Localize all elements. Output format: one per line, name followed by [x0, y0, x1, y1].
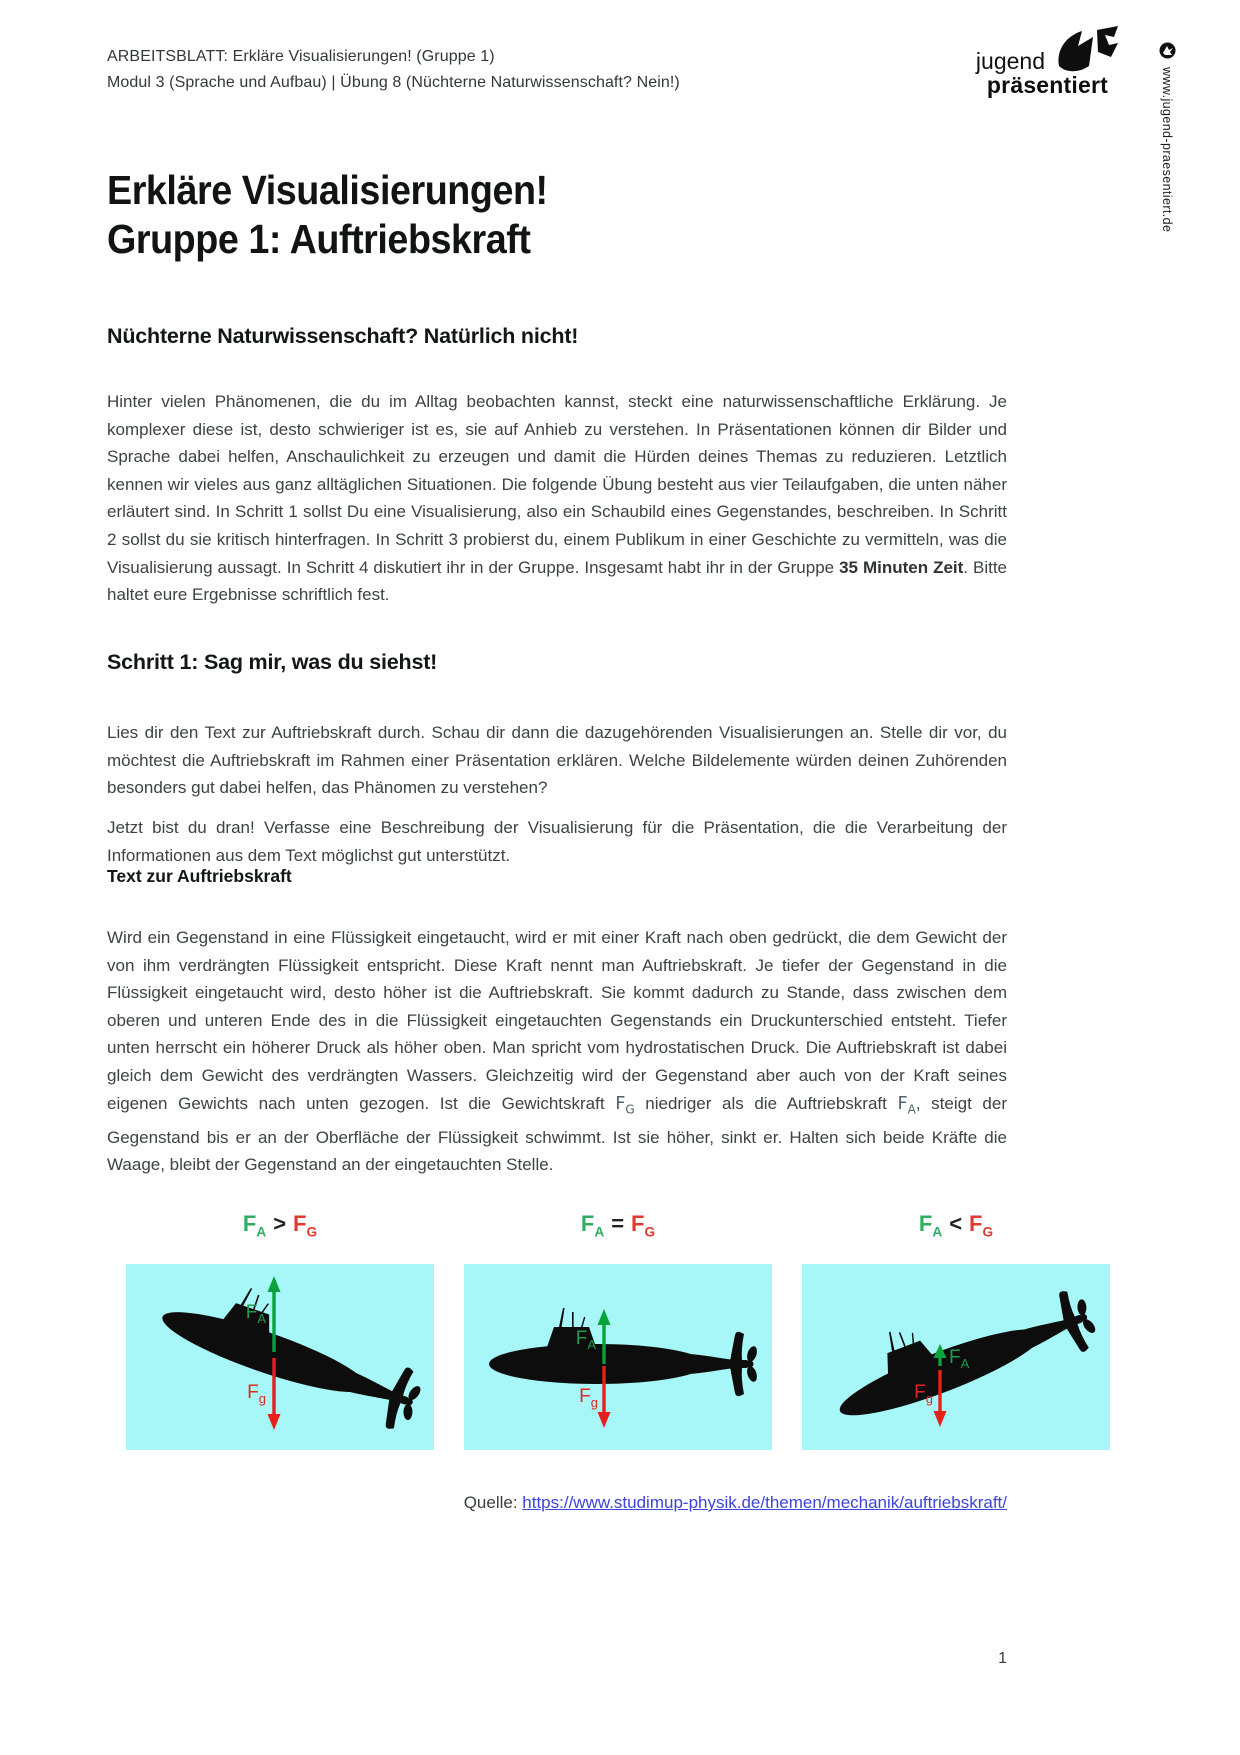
buoyancy-force-label: $F_A$ [245, 1302, 266, 1326]
comparison-operator: > [273, 1211, 287, 1236]
buoyancy-diagram-rising [126, 1264, 434, 1450]
header-line-2: Modul 3 (Sprache und Aufbau) | Übung 8 (Nüchterne Naturwissenschaft? Nein!) [107, 74, 680, 91]
figure-caption-2 [464, 1211, 772, 1239]
intro-paragraph [107, 388, 1007, 609]
logo-word-jugend: jugend [975, 48, 1045, 74]
buoyancy-diagram-sinking [802, 1264, 1110, 1450]
page-number: 1 [998, 1650, 1007, 1667]
fa-term: $F_A$ [918, 1211, 943, 1240]
comparison-operator: < [949, 1211, 963, 1236]
buoyancy-force-label: $F_A$ [949, 1347, 970, 1371]
fg-term: $F_G$ [969, 1211, 994, 1240]
buoyancy-text-heading: Text zur Auftriebskraft [107, 866, 292, 886]
website-badge-icon [1159, 42, 1176, 59]
step1-heading: Schritt 1: Sag mir, was du siehst! [107, 650, 438, 674]
intro-text-end: . Bitte haltet eure Ergebnisse schriftlich fest. [107, 557, 1007, 605]
logo-word-praesentiert: präsentiert [986, 72, 1108, 98]
comparison-operator: = [611, 1211, 625, 1236]
force-symbol-fg: $F_G$ [615, 1093, 635, 1117]
buoyancy-diagram-floating [464, 1264, 772, 1450]
fg-term: $F_G$ [631, 1211, 656, 1240]
physics-seg-2: niedriger als die Auftriebskraft [634, 1093, 898, 1113]
force-symbol-fa: $F_A$ [897, 1093, 916, 1117]
source-link[interactable]: https://www.studimup-physik.de/themen/mechanik/auftriebskraft/ [522, 1493, 1007, 1512]
figure-caption-1 [126, 1211, 434, 1239]
page-title-line-2: Gruppe 1: Auftriebskraft [107, 216, 531, 262]
side-url-text: www.jugend-praesentiert.de [1160, 67, 1174, 233]
page-title [107, 166, 548, 264]
fg-term: $F_G$ [293, 1211, 318, 1240]
page-title-line-1: Erkläre Visualisierungen! [107, 167, 548, 213]
figure-caption-3 [802, 1211, 1110, 1239]
physics-seg-1: Wird ein Gegenstand in eine Flüssigkeit eingetaucht, wird er mit einer Kraft nach oben gedrückt, die dem Gewicht der von ihm verdrängten Flüssigkeit entspricht. Diese Kraft nennt man Auftriebskraft. Je tiefer der Gegenstand in die Flüssigkeit eingetaucht wird, desto höher ist die Auftriebskraft. Sie kommt dadurch zu Stande, dass zwischen dem oberen und unteren Ende des in die Flüssigkeit eingetauchten Gegenstands ein Druckunterschied entsteht. Tiefer unten herrscht ein höherer Druck als höher oben. Man spricht vom hydrostatischen Druck. Die Auftriebskraft ist dabei gleich dem Gewicht des verdrängten Wassers. Gleichzeitig wird der Gegenstand aber auch von der Kraft seines eigenen Gewichts nach unten gezogen. Ist die Gewichtskraft [107, 928, 1007, 1113]
gravity-force-label: $F_g$ [247, 1382, 266, 1406]
side-url-block [1154, 42, 1180, 232]
intro-heading: Nüchterne Naturwissenschaft? Natürlich nicht! [107, 324, 579, 348]
step1-paragraph-2: Jetzt bist du dran! Verfasse eine Beschreibung der Visualisierung für die Präsentation, die die Verarbeitung der Informationen aus dem Text möglichst gut unterstützt. [107, 818, 1007, 865]
fa-term: $F_A$ [242, 1211, 267, 1240]
document-header [107, 44, 680, 96]
source-prefix: Quelle: [463, 1493, 523, 1512]
intro-text-bold: 35 Minuten Zeit [839, 557, 964, 577]
buoyancy-force-label: $F_A$ [575, 1328, 596, 1352]
physics-seg-3: , steigt der Gegenstand bis er an der Oberfläche der Flüssigkeit schwimmt. Ist sie höher, sinkt er. Halten sich beide Kräfte die Waage, bleibt der Gegenstand an der eingetauchten Stelle. [107, 1093, 1007, 1175]
buoyancy-text-paragraph [107, 924, 1007, 1179]
header-line-1: ARBEITSBLATT: Erkläre Visualisierungen! (Gruppe 1) [107, 48, 495, 65]
source-line [107, 1493, 1007, 1513]
step1-paragraph-1: Lies dir den Text zur Auftriebskraft durch. Schau dir dann die dazugehörenden Visualisierungen an. Stelle dir vor, du möchtest die Auftriebskraft im Rahmen einer Präsentation erklären. Welche Bildelemente würden deinen Zuhörenden besonders gut dabei helfen, das Phänomen zu verstehen? [107, 723, 1007, 798]
gravity-force-label: $F_g$ [579, 1386, 598, 1410]
fa-term: $F_A$ [580, 1211, 605, 1240]
logo-mark-icon [1053, 26, 1119, 76]
gravity-force-label: $F_g$ [914, 1382, 933, 1406]
intro-text-start: Hinter vielen Phänomenen, die du im Alltag beobachten kannst, steckt eine naturwissenschaftliche Erklärung. Je komplexer diese ist, desto schwieriger ist es, sie auf Anhieb zu verstehen. In Präsentationen können dir Bilder und Sprache dabei helfen, Anschaulichkeit zu erzeugen und damit die Hürden deines Themas zu reduzieren. Letztlich kennen wir vieles aus ganz alltäglichen Situationen. Die folgende Übung besteht aus vier Teilaufgaben, die unten näher erläutert sind. In Schritt 1 sollst Du eine Visualisierung, also ein Schaubild eines Gegenstandes, beschreiben. In Schritt 2 sollst du sie kritisch hinterfragen. In Schritt 3 probierst du, einem Publikum in einer Geschichte zu vermitteln, was die Visualisierung aussagt. In Schritt 4 diskutiert ihr in der Gruppe. Insgesamt habt ihr in der Gruppe [107, 392, 1007, 577]
